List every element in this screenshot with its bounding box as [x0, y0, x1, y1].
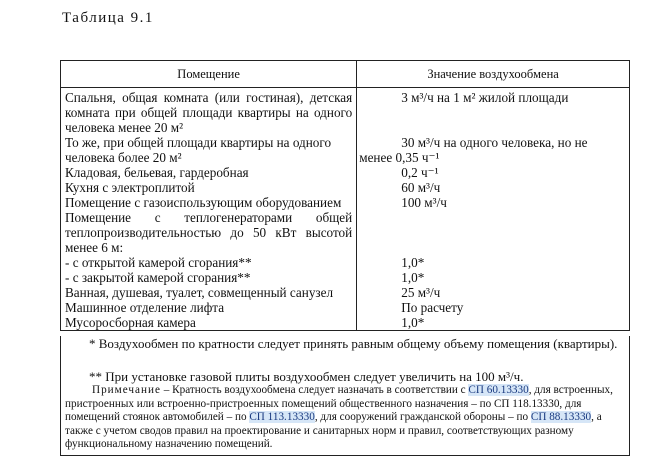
- air-exchange-table: [60, 60, 630, 331]
- table-header-row: [61, 61, 630, 88]
- table-row: [61, 180, 630, 195]
- table-row: [61, 285, 630, 300]
- ref-sp-113[interactable]: СП 113.13330: [249, 411, 315, 424]
- table-row: [61, 165, 630, 180]
- value-cell: 60 м³/ч: [357, 180, 630, 195]
- value-cell: [357, 135, 630, 165]
- remark-text: – Кратность воздухообмена следует назначать в соответствии с: [160, 384, 469, 396]
- value-cell: 3 м³/ч на 1 м² жилой площади: [357, 88, 630, 136]
- value-line-cont: менее 0,35 ч⁻¹: [359, 150, 440, 165]
- remark-text: , для встроенных, пристроенных или встроенно-пристроенных помещений общественного назначения – по СП 118.13330, для помещений стоянок автомобилей – по: [65, 384, 613, 424]
- ref-sp-60[interactable]: СП 60.13330: [468, 384, 529, 396]
- header-room: Помещение: [61, 61, 357, 88]
- room-cell: Помещение с газоиспользующим оборудованием: [61, 195, 357, 210]
- note-remark: [65, 384, 627, 452]
- table-row: [61, 195, 630, 210]
- value-line: 30 м³/ч на одного человека, но не: [401, 135, 588, 150]
- room-cell: Мусоросборная камера: [61, 315, 357, 331]
- room-cell: Помещение с теплогенераторами общей теплопроизводительностью до 50 кВт высотой менее 6 м:: [61, 210, 357, 255]
- room-cell: Спальня, общая комната (или гостиная), детская комната при общей площади квартиры на одного человека менее 20 м²: [61, 88, 357, 136]
- table-caption: Таблица 9.1: [62, 10, 154, 26]
- ref-sp-88[interactable]: СП 88.13330: [530, 411, 592, 424]
- room-cell: То же, при общей площади квартиры на одного человека более 20 м²: [61, 135, 357, 165]
- table-row: [61, 300, 630, 315]
- room-cell: Кухня с электроплитой: [61, 180, 357, 195]
- value-cell: 1,0*: [357, 315, 630, 331]
- table-row: [61, 315, 630, 331]
- room-cell: - с закрытой камерой сгорания**: [61, 270, 357, 285]
- remark-text: , а также с учетом сводов правил на проектирование и санитарных норм и правил, соответствующих разному функциональному назначению помещений.: [65, 411, 602, 451]
- remark-label: Примечание: [92, 384, 161, 396]
- table-notes: [60, 336, 630, 456]
- table-row: [61, 135, 630, 165]
- remark-text: , для сооружений гражданской обороны – по: [314, 411, 531, 424]
- table-row: [61, 210, 630, 255]
- room-cell: Кладовая, бельевая, гардеробная: [61, 165, 357, 180]
- value-cell: 0,2 ч⁻¹: [357, 165, 630, 180]
- value-cell: По расчету: [357, 300, 630, 315]
- value-cell: 1,0*: [357, 255, 630, 270]
- value-cell: 1,0*: [357, 270, 630, 285]
- table-row: [61, 270, 630, 285]
- room-cell: Ванная, душевая, туалет, совмещенный санузел: [61, 285, 357, 300]
- value-cell: 25 м³/ч: [357, 285, 630, 300]
- room-cell: Машинное отделение лифта: [61, 300, 357, 315]
- value-cell: [357, 210, 630, 255]
- note-gas-stove: ** При установке газовой плиты воздухообмен следует увеличить на 100 м³/ч.: [89, 369, 524, 384]
- table-row: [61, 255, 630, 270]
- value-cell: 100 м³/ч: [357, 195, 630, 210]
- header-exchange: Значение воздухообмена: [357, 61, 630, 88]
- note-kratnost: * Воздухообмен по кратности следует принять равным общему объему помещения (квартиры).: [89, 336, 618, 351]
- room-cell: - с открытой камерой сгорания**: [61, 255, 357, 270]
- table-row: [61, 88, 630, 136]
